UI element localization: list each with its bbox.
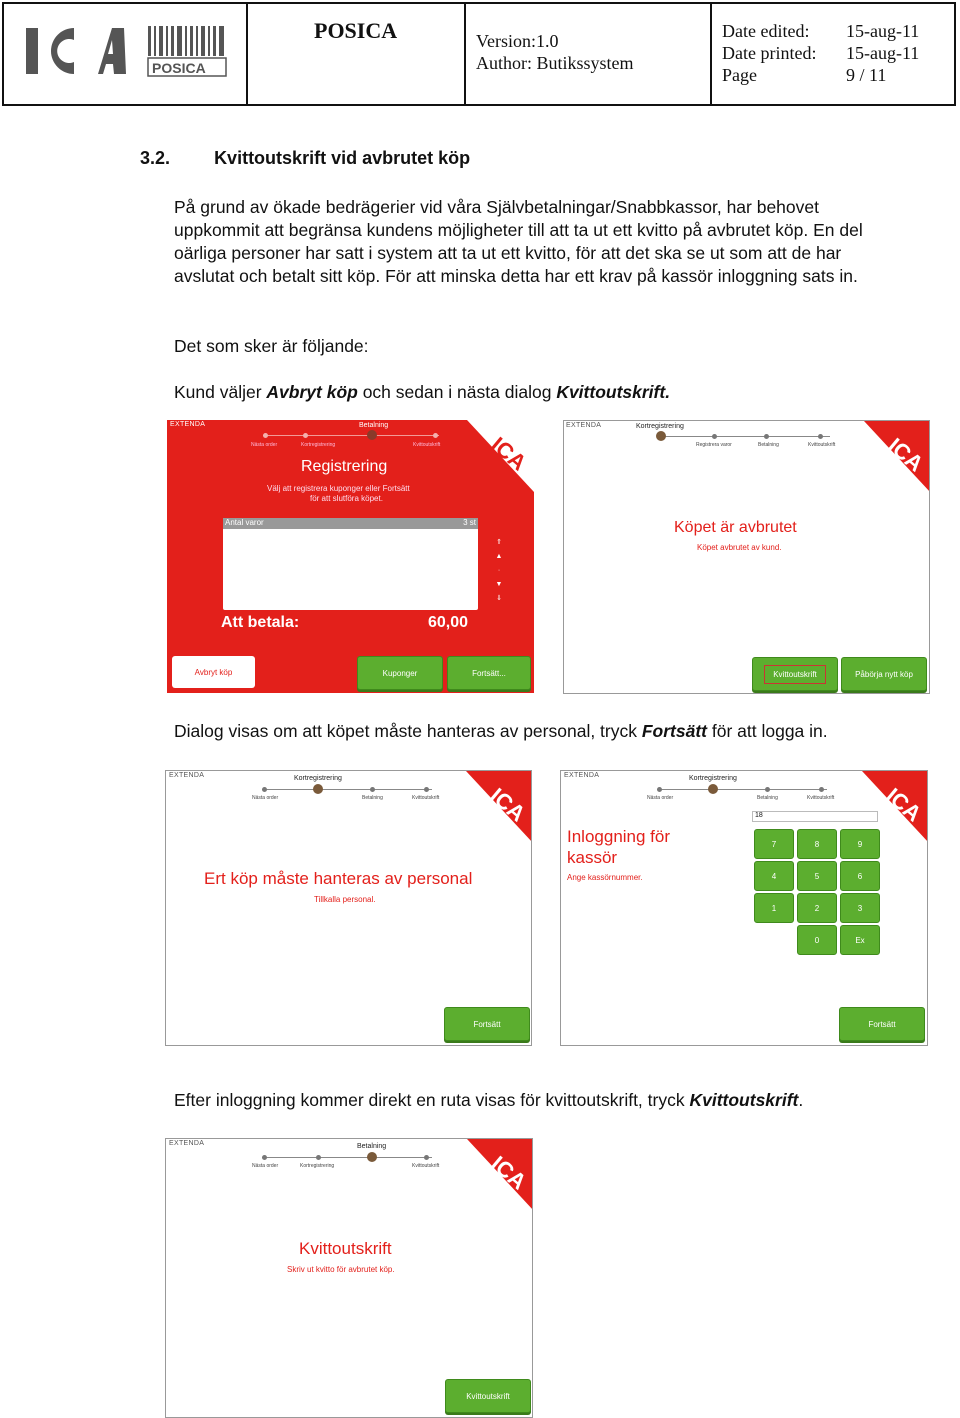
screens-s2-sub: Köpet avbrutet av kund. (697, 543, 782, 552)
screen-title: Registrering (301, 458, 388, 475)
date-edited-label: Date edited: (722, 21, 810, 41)
header-logo-cell (4, 4, 248, 104)
key-0[interactable]: 0 (797, 925, 837, 955)
cashier-number-input[interactable]: 18 (752, 811, 878, 822)
screens-s1-step-right: Kvittoutskrift (413, 442, 441, 448)
screen-title: Kvittoutskrift (299, 1239, 392, 1258)
date-printed-label: Date printed: (722, 43, 817, 63)
paragraphs-p4-a: Dialog visas om att köpet måste hanteras av personal, tryck (174, 721, 642, 741)
screens-s1-list-header: Antal varor (225, 518, 264, 527)
screens-ica: ICA (881, 782, 927, 827)
key-5[interactable]: 5 (797, 861, 837, 891)
item-list[interactable] (223, 518, 478, 610)
total-amount: 60,00 (428, 614, 469, 631)
screens-s3-sub: Tillkalla personal. (314, 895, 376, 904)
paragraphs-p3-b: Avbryt köp (266, 382, 358, 402)
doc-title: POSICA (314, 18, 398, 43)
date-printed-value: 15-aug-11 (846, 43, 920, 63)
screens-s1-total-label: Att betala: (221, 614, 300, 631)
screens-s2-btn-receipt: Kvittoutskrift (764, 665, 826, 684)
step1-text (174, 381, 670, 404)
screens-s1-step-left: Nästa order (251, 442, 278, 448)
screens-s1-step-mid: Kortregistrering (301, 442, 336, 448)
key-1[interactable]: 1 (754, 893, 794, 923)
screens-s4-step-a: Nästa order (647, 795, 674, 801)
paragraphs-p4-c: för att logga in. (707, 721, 828, 741)
ica-corner-logo (864, 421, 930, 493)
screens-s3-step-c: Kvittoutskrift (412, 795, 440, 801)
screens-s1-step-top: Betalning (359, 422, 389, 429)
section-title: Kvittoutskrift vid avbrutet köp (214, 148, 471, 168)
steps-intro: Det som sker är följande: (174, 336, 369, 356)
doc-author: Author: Butikssystem (476, 53, 634, 73)
continue-button[interactable]: Fortsätt... (447, 656, 531, 690)
screens-ica: ICA (485, 782, 531, 827)
screens-s1-sub2: för att slutföra köpet. (310, 494, 383, 503)
screens-brand: EXTENDA (564, 772, 600, 779)
section-number: 3.2. (140, 148, 171, 168)
continue-button[interactable]: Fortsätt (839, 1007, 925, 1041)
step2-text (174, 720, 828, 743)
key-7[interactable]: 7 (754, 829, 794, 859)
continue-button[interactable]: Fortsätt (444, 1007, 530, 1041)
screens-s2-step-a: Registrera varor (696, 442, 732, 448)
header-version-cell (466, 4, 712, 104)
screens-s3-step-a: Nästa order (252, 795, 279, 801)
receipt-print-button[interactable]: Kvittoutskrift (445, 1379, 531, 1413)
screens-s4-step-c: Kvittoutskrift (807, 795, 835, 801)
screens-s3-step-b: Betalning (362, 795, 383, 801)
page-label: Page (722, 65, 757, 85)
screenshot-receipt-print (165, 1138, 533, 1418)
ica-posica-logo (26, 22, 232, 82)
intro-paragraph: På grund av ökade bedrägerier vid våra Självbetalningar/Snabbkassor, har behovet uppkommit att begränsa kundens möjligheter till att ta ut ett kvitto på avbrutet köp. En del oärliga personer har satt i system att ta ut ett kvitto, för att det ska se ut som att de har avslutat och betalt sitt köp. För att minska detta har ett krav på kassör inloggning sats in. (174, 197, 863, 286)
key-2[interactable]: 2 (797, 893, 837, 923)
header-logo-sub: POSICA (152, 60, 206, 76)
screens-s5-step-b: Kortregistrering (300, 1163, 335, 1169)
paragraphs-p5-c: . (798, 1090, 804, 1110)
screenshot-cashier-login (560, 770, 928, 1046)
key-4[interactable]: 4 (754, 861, 794, 891)
document-header (2, 2, 956, 106)
coupons-button[interactable]: Kuponger (357, 656, 443, 690)
paragraphs-p5-a: Efter inloggning kommer direkt en ruta visas för kvittoutskrift, tryck (174, 1090, 690, 1110)
screenshot-staff-required (165, 770, 532, 1046)
date-edited-value: 15-aug-11 (846, 21, 920, 41)
screens-s5-step-a: Nästa order (252, 1163, 279, 1169)
screens-s1-sub1: Välj att registrera kuponger eller Fortsätt (267, 484, 410, 493)
screens-s3-step-top: Kortregistrering (294, 775, 342, 782)
extenda-label: EXTENDA (170, 421, 206, 428)
section-heading (140, 148, 470, 169)
doc-version: Version:1.0 (476, 31, 559, 51)
screens-s5-step-top: Betalning (357, 1143, 387, 1150)
cancel-purchase-button[interactable]: Avbryt köp (172, 656, 255, 688)
key-9[interactable]: 9 (840, 829, 880, 859)
ica-corner-logo (467, 1139, 533, 1211)
screenshot-registrering (167, 420, 534, 693)
paragraphs-p5-b: Kvittoutskrift (689, 1090, 799, 1110)
screens-s5-step-c: Kvittoutskrift (412, 1163, 440, 1169)
paragraphs-p3-a: Kund väljer (174, 382, 267, 402)
header-title-cell (248, 4, 466, 104)
screens-brand: EXTENDA (566, 422, 602, 429)
receipt-print-button[interactable] (752, 657, 838, 691)
screens-ica: ICA (486, 431, 532, 476)
screens-brand: EXTENDA (169, 1140, 205, 1147)
screens-s4-sub: Ange kassörnummer. (567, 873, 643, 882)
screens-s4-step-b: Betalning (757, 795, 778, 801)
header-dates-cell (712, 4, 954, 104)
screens-s4-step-top: Kortregistrering (689, 775, 737, 782)
paragraphs-p4-b: Fortsätt (641, 721, 707, 741)
list-scroll-arrows[interactable]: ⇑ ▲ · ▼ ⇓ (495, 539, 503, 602)
paragraphs-p3-d: Kvittoutskrift. (556, 382, 671, 402)
screens-s5-sub: Skriv ut kvitto för avbrutet köp. (287, 1265, 395, 1274)
key-3[interactable]: 3 (840, 893, 880, 923)
step3-text (174, 1089, 803, 1112)
screens-brand: EXTENDA (169, 772, 205, 779)
screen-title: Köpet är avbrutet (674, 519, 797, 536)
screens-s2-step-b: Betalning (758, 442, 779, 448)
ica-corner-logo (467, 420, 534, 492)
screens-ica: ICA (883, 432, 929, 477)
key-6[interactable]: 6 (840, 861, 880, 891)
key-exit[interactable]: Ex (840, 925, 880, 955)
screen-title: Ert köp måste hanteras av personal (204, 869, 473, 888)
screens-s1-list-count: 3 st (463, 518, 476, 527)
key-8[interactable]: 8 (797, 829, 837, 859)
screens-s4-title2: kassör (567, 848, 618, 867)
start-new-purchase-button[interactable]: Påbörja nytt köp (841, 657, 927, 691)
screens-ica: ICA (486, 1150, 532, 1195)
ica-corner-logo (466, 771, 532, 843)
screens-s2-step-c: Kvittoutskrift (808, 442, 836, 448)
paragraphs-p3-c: och sedan i nästa dialog (357, 382, 557, 402)
screenshot-purchase-cancelled (563, 420, 930, 694)
screen-title: Inloggning för (567, 827, 671, 846)
screens-s2-step-top: Kortregistrering (636, 423, 684, 430)
page-number: 9 / 11 (846, 65, 887, 85)
